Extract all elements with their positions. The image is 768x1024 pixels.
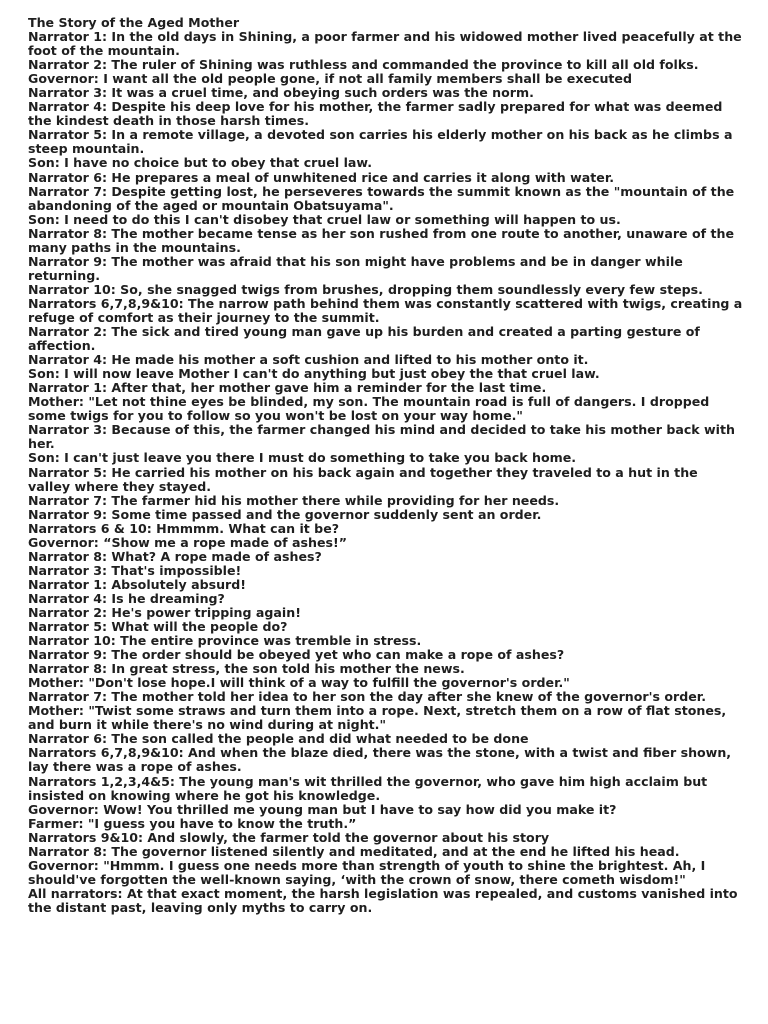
script-line: Narrator 4: Despite his deep love for his mother, the farmer sadly prepared for what was deemed the kindest death in those harsh times. <box>28 99 723 129</box>
script-line: Narrator 9: Some time passed and the governor suddenly sent an order. <box>28 506 542 522</box>
script-line: Governor: Wow! You thrilled me young man but I have to say how did you make it? <box>28 801 617 817</box>
script-line: Narrator 10: So, she snagged twigs from brushes, dropping them soundlessly every few steps. <box>28 281 703 297</box>
script-line: Narrator 5: He carried his mother on his back again and together they traveled to a hut in the valley where they stayed. <box>28 464 698 494</box>
script-line: Narrators 1,2,3,4&5: The young man's wit thrilled the governor, who gave him high acclaim but insisted on knowing where he got his knowledge. <box>28 773 708 803</box>
script-line: Narrator 10: The entire province was tremble in stress. <box>28 633 422 649</box>
script-body <box>28 30 744 915</box>
script-line: Governor: “Show me a rope made of ashes!” <box>28 534 348 550</box>
script-line: Narrator 2: The sick and tired young man gave up his burden and created a parting gesture of affection. <box>28 324 700 354</box>
script-line: Narrators 6,7,8,9&10: And when the blaze died, there was the stone, with a twist and fiber shown, lay there was a rope of ashes. <box>28 745 732 775</box>
script-line: Farmer: "I guess you have to know the truth.” <box>28 815 357 831</box>
script-line: Narrator 1: After that, her mother gave him a reminder for the last time. <box>28 380 547 396</box>
script-line: Narrator 7: Despite getting lost, he perseveres towards the summit known as the "mountain of the abandoning of the aged or mountain Obatsuyama". <box>28 183 735 213</box>
script-line: Mother: "Don't lose hope.I will think of a way to fulfill the governor's order." <box>28 675 570 691</box>
script-line: Narrator 7: The farmer hid his mother there while providing for her needs. <box>28 492 560 508</box>
script-line: Son: I have no choice but to obey that cruel law. <box>28 155 373 171</box>
script-line: Narrator 3: It was a cruel time, and obeying such orders was the norm. <box>28 85 534 101</box>
document-title: The Story of the Aged Mother <box>28 15 240 30</box>
script-line: Son: I will now leave Mother I can't do anything but just obey the that cruel law. <box>28 366 600 382</box>
script-line: All narrators: At that exact moment, the harsh legislation was repealed, and customs vanished into the distant past, leaving only myths to carry on. <box>28 885 738 915</box>
script-line: Narrator 5: In a remote village, a devoted son carries his elderly mother on his back as he climbs a steep mountain. <box>28 127 733 157</box>
script-line: Narrator 3: Because of this, the farmer changed his mind and decided to take his mother back with her. <box>28 422 735 452</box>
script-line: Narrators 6 & 10: Hmmmm. What can it be? <box>28 520 340 536</box>
script-line: Narrator 9: The mother was afraid that his son might have problems and be in danger while returning. <box>28 253 683 283</box>
script-line: Mother: "Twist some straws and turn them into a rope. Next, stretch them on a row of flat stones, and burn it while there's no wind during at night." <box>28 703 727 733</box>
script-line: Narrator 8: What? A rope made of ashes? <box>28 548 322 564</box>
script-line: Mother: "Let not thine eyes be blinded, my son. The mountain road is full of dangers. I dropped some twigs for you to follow so you won't be lost on your way home." <box>28 394 710 424</box>
script-line: Narrator 7: The mother told her idea to her son the day after she knew of the governor's order. <box>28 689 706 705</box>
script-line: Governor: I want all the old people gone, if not all family members shall be executed <box>28 71 632 87</box>
script-line: Son: I need to do this I can't disobey that cruel law or something will happen to us. <box>28 211 621 227</box>
script-line: Narrator 2: He's power tripping again! <box>28 604 301 620</box>
script-line: Narrators 6,7,8,9&10: The narrow path behind them was constantly scattered with twigs, creating a refuge of comfort as their journey to the summit. <box>28 295 743 325</box>
script-line: Narrator 8: In great stress, the son told his mother the news. <box>28 661 465 677</box>
script-line: Narrator 6: The son called the people and did what needed to be done <box>28 731 529 747</box>
script-line: Son: I can't just leave you there I must do something to take you back home. <box>28 450 577 466</box>
script-line: Narrator 2: The ruler of Shining was ruthless and commanded the province to kill all old folks. <box>28 57 699 73</box>
script-line: Narrator 1: In the old days in Shining, a poor farmer and his widowed mother lived peacefully at the foot of the mountain. <box>28 29 742 59</box>
script-line: Narrator 4: He made his mother a soft cushion and lifted to his mother onto it. <box>28 352 589 368</box>
script-line: Narrator 8: The governor listened silently and meditated, and at the end he lifted his head. <box>28 843 680 859</box>
script-line: Narrator 3: That's impossible! <box>28 562 242 578</box>
script-line: Narrator 1: Absolutely absurd! <box>28 576 247 592</box>
script-line: Narrator 6: He prepares a meal of unwhitened rice and carries it along with water. <box>28 169 615 185</box>
script-line: Narrator 9: The order should be obeyed yet who can make a rope of ashes? <box>28 647 565 663</box>
script-line: Governor: "Hmmm. I guess one needs more than strength of youth to shine the brightest. Ah, I should've forgotten the well-known saying, ‘with the crown of snow, there cometh wisdom!" <box>28 857 706 887</box>
script-line: Narrators 9&10: And slowly, the farmer told the governor about his story <box>28 829 550 845</box>
script-line: Narrator 8: The mother became tense as her son rushed from one route to another, unaware of the many paths in the mountains. <box>28 225 734 255</box>
script-line: Narrator 4: Is he dreaming? <box>28 590 225 606</box>
script-line: Narrator 5: What will the people do? <box>28 619 288 635</box>
